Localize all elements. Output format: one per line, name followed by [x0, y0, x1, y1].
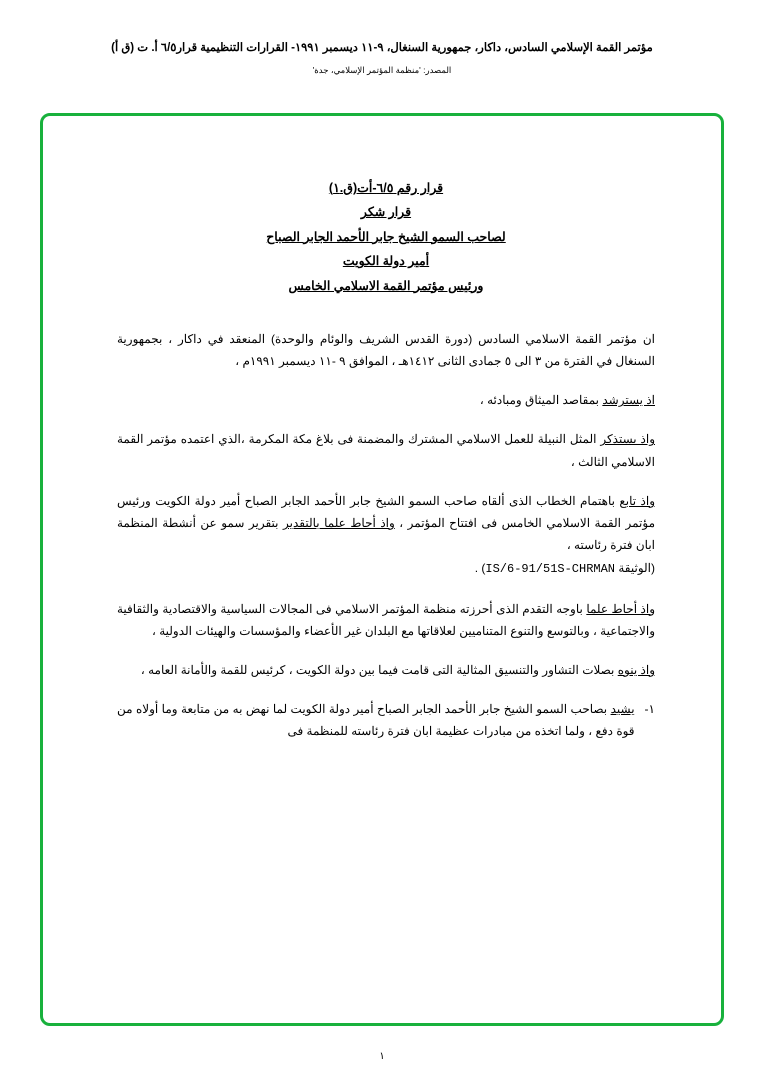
resolution-number: قرار رقم ٦/٥-أت(ق.١)	[328, 181, 444, 195]
paragraph-recall-underline: واذ يستذكر	[600, 432, 655, 447]
paragraph-guided	[117, 389, 655, 411]
paragraph-praise-text: بصلات التشاور والتنسيق المثالية التى قامت فيما بين دولة الكويت ، كرئيس للقمة والأمانة العامه ،	[140, 662, 618, 677]
resolution-addressee-role-2: ورئيس مؤتمر القمة الاسلامي الخامس	[288, 278, 484, 293]
paragraph-recall	[117, 428, 655, 472]
document-reference-label: (الوثيقة	[615, 561, 655, 576]
document-reference-suffix: ) .	[474, 561, 486, 576]
page-number: ١	[379, 1051, 385, 1062]
numbered-item-1	[117, 698, 655, 742]
numbered-item-1-text: بصاحب السمو الشيخ جابر الأحمد الجابر الصباح أمير دولة الكويت لما نهض به من متابعة وما أولاه من قوة دفع ، ولما اتخذه من مبادرات عظيمة ابان فترة رئاسته للمنظمة فى	[117, 702, 635, 739]
resolution-title-block	[117, 176, 655, 298]
paragraph-recall-text: المثل النبيلة للعمل الاسلامي المشترك والمضمنة فى بلاغ مكة المكرمة ،الذي اعتمده مؤتمر القمة الاسلامي الثالث ،	[117, 432, 655, 469]
numbered-item-1-body	[117, 698, 635, 742]
paragraph-follow-text: باهتمام الخطاب الذى ألقاه صاحب السمو الشيخ جابر الأحمد الجابر الصباح أمير دولة الكويت ورئيس مؤتمر القمة الاسلامي الخامس فى افتتاح المؤتمر ،	[117, 493, 655, 530]
paragraph-guided-text: بمقاصد الميثاق ومبادئه ،	[479, 393, 603, 408]
paragraph-noted	[117, 598, 655, 642]
document-frame	[40, 113, 724, 1026]
resolution-addressee-role-1: أمير دولة الكويت	[342, 254, 430, 269]
header-source: المصدر: 'منظمة المؤتمر الإسلامي، جدة'	[312, 65, 452, 76]
paragraph-praise	[117, 659, 655, 681]
resolution-kind: قرار شكر	[360, 205, 412, 220]
resolution-addressee: لصاحب السمو الشيخ جابر الأحمد الجابر الصباح	[266, 229, 506, 244]
paragraph-noted-underline: واذ أحاط علما	[586, 601, 656, 616]
paragraph-follow	[117, 490, 655, 557]
paragraph-opening	[117, 328, 655, 372]
document-body	[117, 176, 655, 743]
paragraph-follow-underline: واذ تابع	[619, 493, 655, 508]
paragraph-praise-underline: واذ ينوه	[617, 662, 655, 677]
numbered-item-1-paragraph	[117, 698, 635, 742]
document-reference-code: IS/6-91/51S-CHRMAN	[485, 562, 616, 577]
numbered-item-1-underline: يشيد	[610, 702, 635, 717]
paragraph-opening-text: ان مؤتمر القمة الاسلامي السادس (دورة القدس الشريف والوئام والوحدة) المنعقد في داكار ، بجمهورية السنغال في الفترة من ٣ الى ٥ جمادى الثانى ١٤١٢هـ ، الموافق ٩ -١١ ديسمبر ١٩٩١م ،	[117, 331, 655, 369]
paragraph-follow-underline-mid: واذ أحاط علما بالتقدير	[283, 516, 395, 530]
paragraph-follow-text-after: بتقرير سمو عن أنشطة المنظمة ابان فترة رئاسته ،	[117, 516, 655, 553]
numbered-item-1-number: ١-	[644, 702, 655, 717]
header-title: مؤتمر القمة الإسلامي السادس، داكار، جمهورية السنغال، ٩-١١ ديسمبر ١٩٩١- القرارات التنظيمية قرار٦/٥ أ. ت (ق أ)	[111, 42, 653, 54]
paragraph-guided-underline: اذ يسترشد	[602, 393, 655, 408]
paragraph-noted-text: باوجه التقدم الذى أحرزته منظمة المؤتمر الاسلامي فى المجالات السياسية والاقتصادية والثقافية والاجتماعية ، وبالتوسع والتنوع المتناميين لعلاقاتها مع البلدان غير الأعضاء والمؤسسات والهيئات الدولية ،	[117, 601, 655, 638]
paragraph-document-reference	[117, 557, 655, 580]
page-header	[0, 0, 764, 76]
